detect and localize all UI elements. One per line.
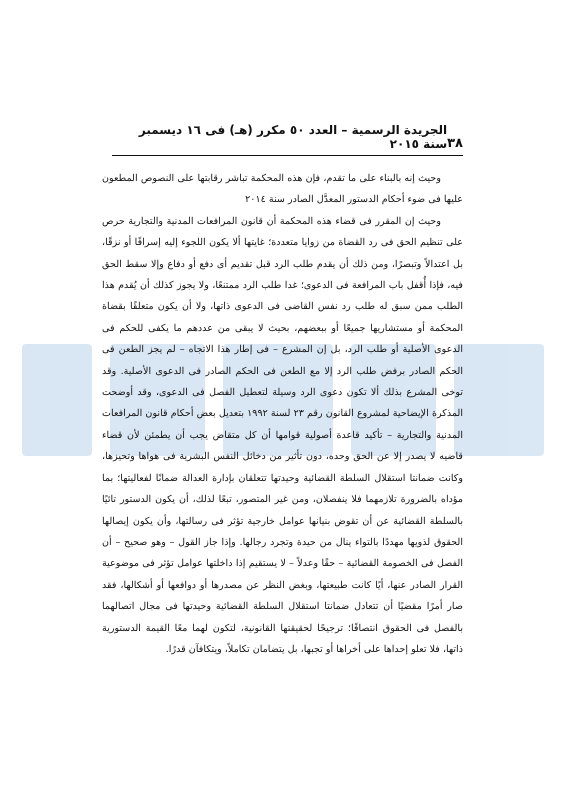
- watermark-block: [454, 344, 544, 456]
- paragraph: وحيث إن المقرر فى قضاء هذه المحكمة أن قانون المرافعات المدنية والتجارية حرص على تنظيم الحق فى رد القضاة من زوايا متعددة؛ غايتها ألا يكون اللجوء إليه إسرافًا أو نزقًا، بل اعتدالاً وتبصرًا، ومن ذلك أن يقدم طلب الرد قبل تقديم أى دفع أو دفاع وإلا سقط الحق فيه، فإذا أُقفل باب المرافعة فى الدعوى؛ غدا طلب الرد ممتنعًا، ولا يجوز كذلك أن يُقدم هذا الطلب ممن سبق له طلب رد نفس القاضى فى الدعوى ذاتها، ولا أن يكون متعلقًا بقضاة المحكمة أو مستشاريها جميعًا أو ببعضهم، بحيث لا يبقى من عددهم ما يكفى للحكم فى الدعوى الأصلية أو طلب الرد، بل إن المشرع – فى إطار هذا الاتجاه – لم يجز الطعن فى الحكم الصادر برفض طلب الرد إلا مع الطعن فى الحكم الصادر فى الدعوى الأصلية. وقد توخى المشرع بذلك ألا تكون دعوى الرد وسيلة لتعطيل الفصل فى الدعوى، وقد أوضحت المذكرة الإيضاحية لمشروع القانون رقم ٢٣ لسنة ١٩٩٢ بتعديل بعض أحكام قانون المرافعات المدنية والتجارية – تأكيد قاعدة أصولية قوامها أن كل متقاض يجب أن يطمئن لأن قضاء قاضيه لا يصدر إلا عن الحق وحده، دون تأثير من دخائل النفس البشرية فى هواها وتحيزها، وكانت ضمانتا استقلال السلطة القضائية وحيدتها تتعلقان بإدارة العدالة ضمانًا لفعاليتها؛ بما مؤداه بالضرورة تلازمهما فلا ينفصلان، ومن غير المتصور، تبعًا لذلك، أن يكون الدستور تائيًا بالسلطة القضائية عن أن تقوض بنيانها عوامل خارجية تؤثر فى رسالتها، وأن يكون إيصالها الحقوق لذويها مهددًا بالتواء ينال من حيدة وتجرد رجالها. وإذا جاز القول – وهو صحيح – أن الفصل فى الخصومة القضائية – حقًا وعدلاً – لا يستقيم إذا داخلتها عوامل تؤثر فى موضوعية القرار الصادر عنها، أيًا كانت طبيعتها، وبغض النظر عن مصدرها أو دوافعها أو أشكالها، فقد صار أمرًا مقضيًا أن تتعادل ضمانتا استقلال السلطة القضائية وحيدتها فى مجال اتصالهما بالفصل فى الحقوق انتصافًا؛ ترجيحًا لحقيقتها القانونية، لتكون لهما معًا القيمة الدستورية ذاتها، فلا تعلو إحداها على أخراها أو تجبها، بل يتضامان تكاملاً، ويتكافآن قدرًا.: [102, 215, 463, 655]
- paragraph: وحيث إنه بالبناء على ما تقدم، فإن هذه المحكمة تباشر رقابتها على النصوص المطعون عليها فى ضوء أحكام الدستور المعدَّل الصادر سنة ٢٠١٤: [102, 173, 463, 206]
- body-text: [102, 168, 463, 708]
- watermark-block: [22, 344, 92, 456]
- page-number: ٣٨: [447, 136, 463, 151]
- page-header: [112, 123, 463, 156]
- header-title: الجريدة الرسمية – العدد ٥٠ مكرر (هـ) فى ١٦ ديسمبر سنة ٢٠١٥: [138, 123, 448, 151]
